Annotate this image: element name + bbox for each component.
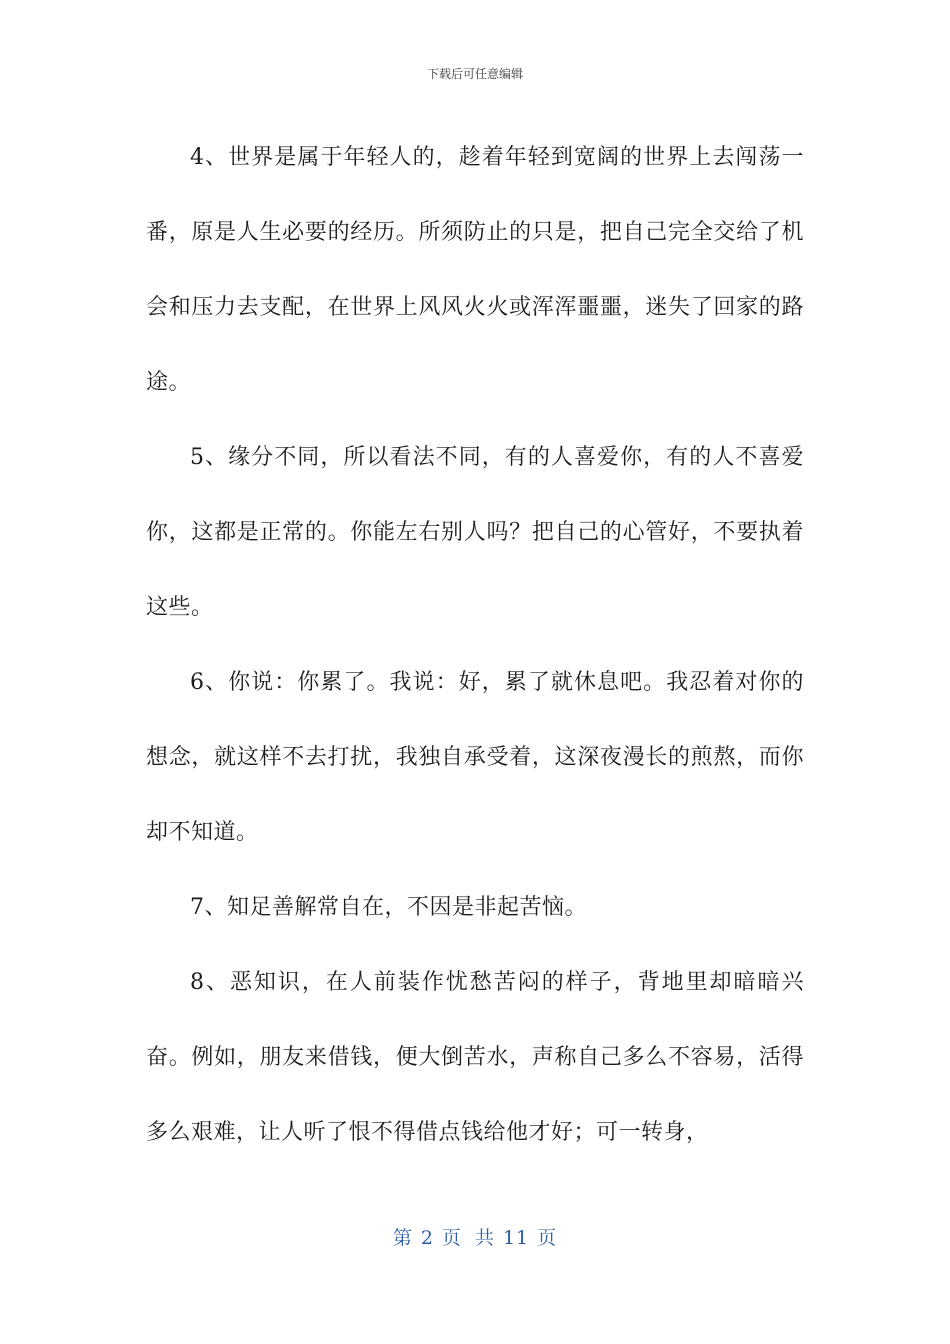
page-number-footer bbox=[0, 1226, 950, 1250]
paragraph-8: 8、恶知识，在人前装作忧愁苦闷的样子，背地里却暗暗兴奋。例如，朋友来借钱，便大倒苦水，声称自己多么不容易，活得多么艰难，让人听了恨不得借点钱给他才好；可一转身， bbox=[146, 970, 804, 1145]
footer-prefix: 第 bbox=[392, 1227, 413, 1249]
footer-current-page: 2 bbox=[420, 1227, 434, 1249]
footer-total-pages: 11 bbox=[502, 1227, 530, 1249]
paragraph-5: 5、缘分不同，所以看法不同，有的人喜爱你，有的人不喜爱你，这都是正常的。你能左右别人吗？把自己的心管好，不要执着这些。 bbox=[146, 445, 804, 620]
footer-suffix: 页 bbox=[537, 1227, 558, 1249]
paragraph-4: 4、世界是属于年轻人的，趁着年轻到宽阔的世界上去闯荡一番，原是人生必要的经历。所须防止的只是，把自己完全交给了机会和压力去支配，在世界上风风火火或浑浑噩噩，迷失了回家的路途。 bbox=[146, 145, 804, 395]
page-header-note: 下载后可任意编辑 bbox=[426, 67, 523, 81]
paragraph-7: 7、知足善解常自在，不因是非起苦恼。 bbox=[190, 895, 587, 920]
footer-middle: 页 共 bbox=[441, 1227, 495, 1249]
document-body bbox=[146, 120, 804, 1170]
paragraph-6: 6、你说：你累了。我说：好，累了就休息吧。我忍着对你的想念，就这样不去打扰，我独自承受着，这深夜漫长的煎熬，而你却不知道。 bbox=[146, 670, 804, 845]
